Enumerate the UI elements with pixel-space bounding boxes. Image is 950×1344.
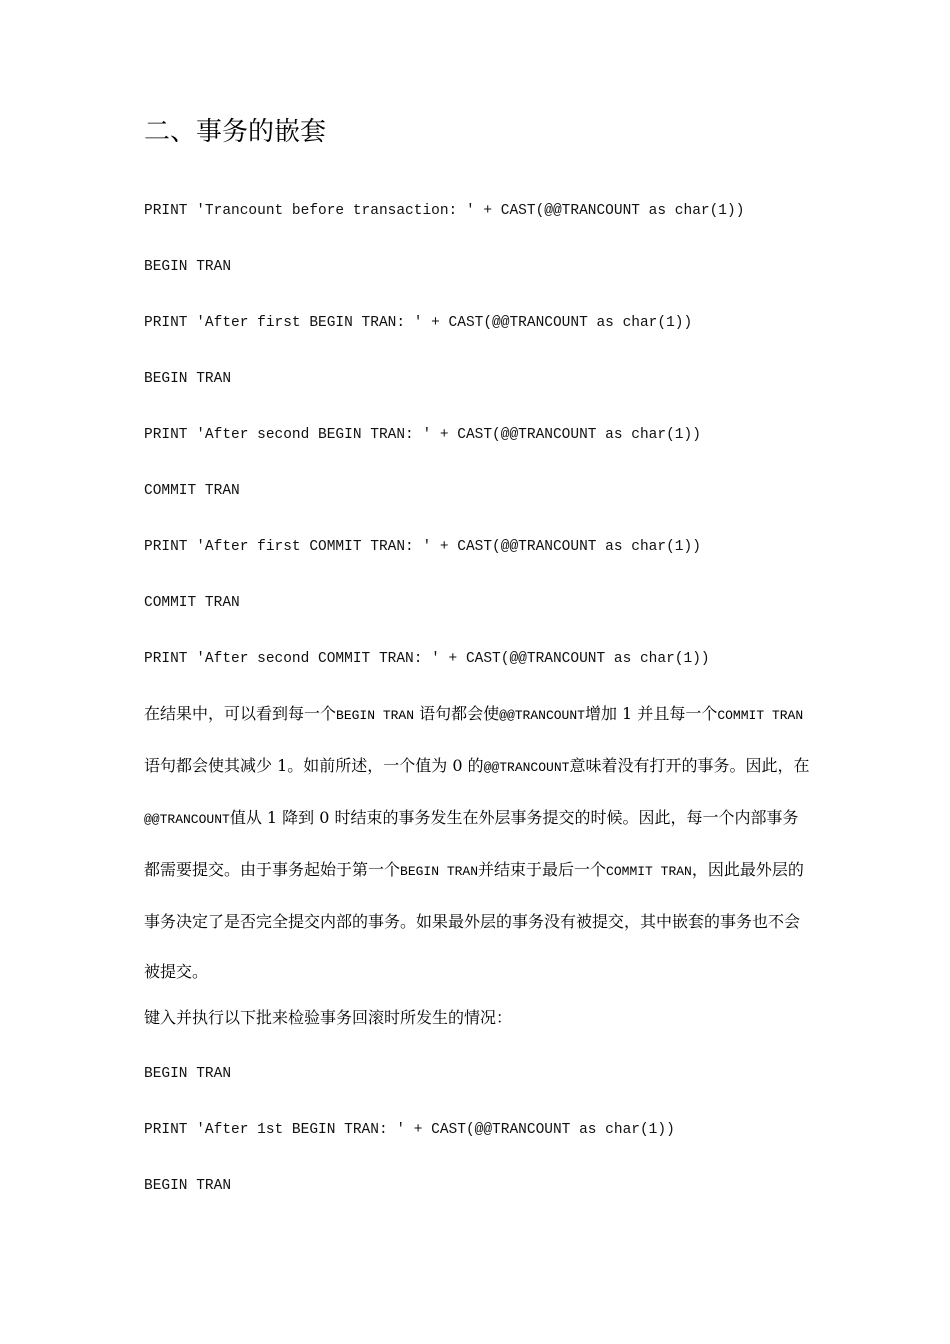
paragraph-text: 在结果中，可以看到每一个 [144, 704, 337, 723]
code-line: BEGIN TRAN [144, 259, 232, 275]
paragraph-text: 增加 1 并且每一个 [584, 704, 718, 723]
paragraph-text: 值从 1 降到 0 时结束的事务发生在外层事务提交的时候。因此，每一个内部事务都需要提交。由于事务起始于第一个 [144, 808, 799, 879]
inline-code: COMMIT TRAN [717, 708, 804, 723]
explanation-paragraph [144, 689, 812, 997]
inline-code: BEGIN TRAN [336, 708, 415, 723]
code-line: COMMIT TRAN [144, 595, 240, 611]
paragraph-text: ，因此最外层的事务决定了是否完全提交内部的事务。如果最外层的事务没有被提交，其中嵌套的事务也不会被提交。 [144, 860, 804, 981]
paragraph-text: 意味着没有打开的事务。因此，在 [569, 756, 810, 775]
code-line: PRINT 'After 1st BEGIN TRAN: ' + CAST(@@TRANCOUNT as char(1)) [144, 1122, 675, 1138]
inline-code: COMMIT TRAN [606, 864, 692, 879]
code-line: PRINT 'After first COMMIT TRAN: ' + CAST(@@TRANCOUNT as char(1)) [144, 539, 701, 555]
code-line: BEGIN TRAN [144, 371, 232, 387]
code-line: PRINT 'After second COMMIT TRAN: ' + CAST(@@TRANCOUNT as char(1)) [144, 651, 710, 667]
paragraph-text: 并结束于最后一个 [478, 860, 607, 879]
code-line: PRINT 'After second BEGIN TRAN: ' + CAST(@@TRANCOUNT as char(1)) [144, 427, 701, 443]
inline-code: @@TRANCOUNT [499, 708, 585, 723]
code-line: COMMIT TRAN [144, 483, 240, 499]
code-line: PRINT 'After first BEGIN TRAN: ' + CAST(@@TRANCOUNT as char(1)) [144, 315, 693, 331]
code-line: BEGIN TRAN [144, 1066, 232, 1082]
paragraph-text: 语句都会使其减少 1。如前所述，一个值为 0 的 [144, 756, 484, 775]
paragraph-text: 语句都会使 [419, 704, 500, 723]
inline-code: @@TRANCOUNT [144, 812, 230, 827]
inline-code: @@TRANCOUNT [483, 760, 570, 775]
section-heading: 二、事务的嵌套 [144, 117, 327, 147]
code-line: PRINT 'Trancount before transaction: ' + CAST(@@TRANCOUNT as char(1)) [144, 203, 745, 219]
code-line: BEGIN TRAN [144, 1178, 232, 1194]
instruction-text: 键入并执行以下批来检验事务回滚时所发生的情况： [144, 1008, 513, 1027]
inline-code: BEGIN TRAN [400, 864, 479, 879]
